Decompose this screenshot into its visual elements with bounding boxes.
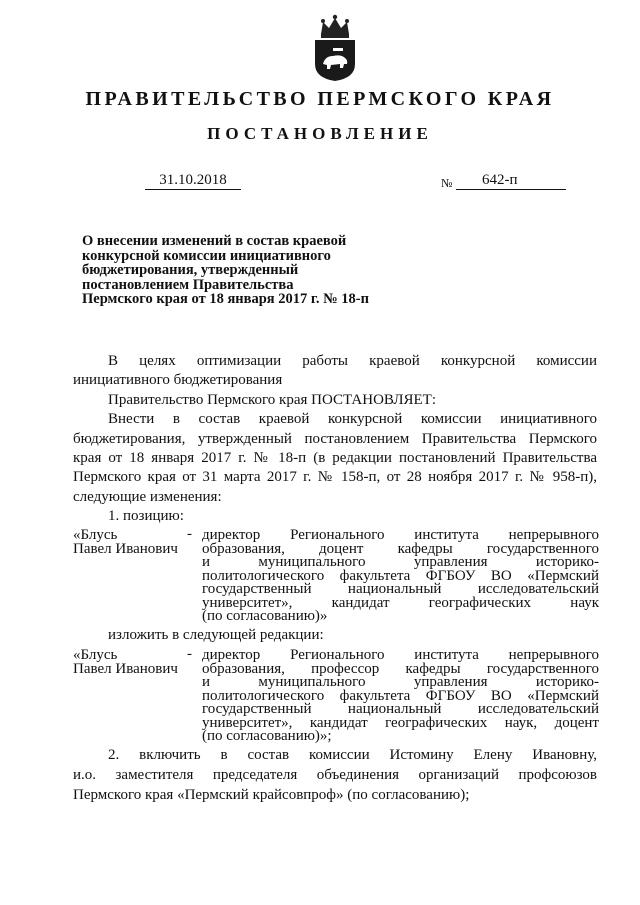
- body-line: Пермского края «Пермский крайсовпроф» (по согласованию);: [73, 787, 470, 803]
- entry-dash: -: [187, 526, 192, 542]
- item-1-label: 1. позицию:: [108, 508, 184, 524]
- desc-line: и муниципального управления историко-: [202, 554, 599, 570]
- body-line: следующие изменения:: [73, 489, 222, 505]
- name-line: Павел Иванович: [73, 540, 178, 557]
- resolution-statement: Правительство Пермского края ПОСТАНОВЛЯЕТ:: [108, 392, 437, 408]
- subject-line: Пермского края от 18 января 2017 г. № 18-п: [82, 291, 369, 307]
- body-line: Внести в состав краевой конкурсной комиссии инициативного: [108, 411, 597, 427]
- desc-line: директор Регионального института непрерывного: [202, 647, 599, 663]
- old-entry-name: [73, 529, 178, 556]
- desc-line: и муниципального управления историко-: [202, 674, 599, 690]
- subject-line: О внесении изменений в состав краевой: [82, 233, 347, 249]
- entry-dash: -: [187, 646, 192, 662]
- document-number: 642-п: [456, 172, 566, 190]
- desc-line: политологического факультета ФГБОУ ВО «Пермский: [202, 567, 599, 584]
- body-line: края от 18 января 2017 г. № 18-п (в редакции постановлений Правительства: [73, 450, 597, 466]
- body-line: 2. включить в состав комиссии Истомину Елену Ивановну,: [108, 747, 597, 763]
- desc-line: государственный национальный исследовательский: [202, 701, 599, 717]
- new-entry-name: [73, 649, 178, 676]
- body-line: В целях оптимизации работы краевой конкурсной комиссии: [108, 353, 597, 369]
- subject-line: бюджетирования, утвержденный: [82, 262, 299, 278]
- desc-line: университет», кандидат географических наук: [202, 594, 599, 611]
- document-date: 31.10.2018: [145, 172, 241, 190]
- desc-line: университет», кандидат географических наук, доцент: [202, 714, 599, 731]
- body-line: бюджетирования, утвержденный постановлением Правительства Пермского: [73, 431, 597, 447]
- document-type: ПОСТАНОВЛЕНИЕ: [207, 124, 433, 143]
- body-line: Пермского края от 31 марта 2017 г. № 158-п, от 28 ноября 2017 г. № 958-п),: [73, 469, 597, 485]
- desc-line: образования, доцент кафедры государственного: [202, 540, 599, 557]
- desc-line: государственный национальный исследовательский: [202, 581, 599, 597]
- body-line: инициативного бюджетирования: [73, 372, 283, 388]
- name-line: «Блусь: [73, 647, 118, 663]
- desc-line: директор Регионального института непрерывного: [202, 527, 599, 543]
- desc-line: (по согласованию)»: [202, 608, 328, 624]
- new-entry-description: [202, 649, 599, 744]
- restate-label: изложить в следующей редакции:: [108, 627, 324, 643]
- desc-line: (по согласованию)»;: [202, 728, 332, 744]
- desc-line: образования, профессор кафедры государственного: [202, 660, 599, 677]
- subject-line: конкурсной комиссии инициативного: [82, 247, 331, 264]
- coat-of-arms-emblem: [311, 12, 359, 82]
- name-line: Павел Иванович: [73, 660, 178, 677]
- organization-title: ПРАВИТЕЛЬСТВО ПЕРМСКОГО КРАЯ: [85, 88, 555, 110]
- old-entry-description: [202, 529, 599, 624]
- number-label: №: [441, 176, 453, 190]
- subject-line: постановлением Правительства: [82, 276, 294, 293]
- name-line: «Блусь: [73, 527, 118, 543]
- body-line: и.о. заместителя председателя объединения организаций профсоюзов: [73, 767, 597, 783]
- document-subject: [82, 234, 402, 307]
- desc-line: политологического факультета ФГБОУ ВО «Пермский: [202, 687, 599, 704]
